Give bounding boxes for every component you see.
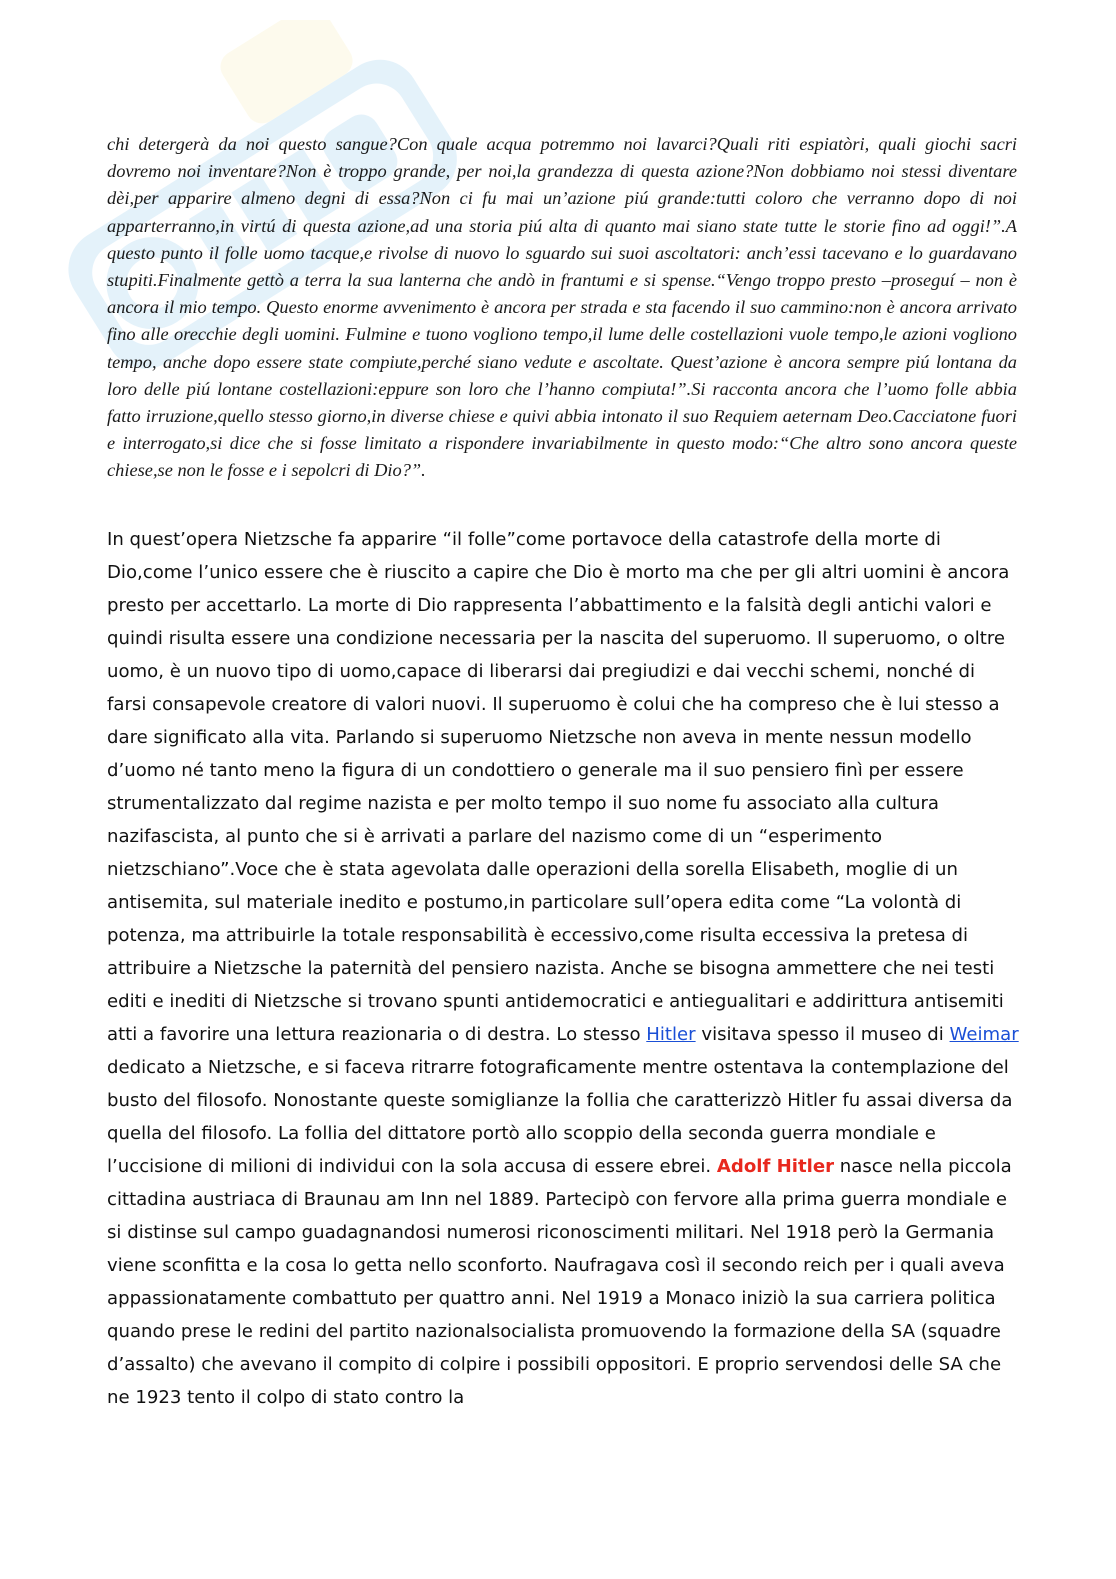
body-text-part-2: visitava spesso il museo di	[695, 1024, 950, 1045]
adolf-hitler-highlight: Adolf Hitler	[716, 1156, 835, 1177]
quoted-passage: chi detergerà da noi questo sangue?Con quale acqua potremmo noi lavarci?Quali riti espiatòri, quali giochi sacri dovremo noi inventare?Non è troppo grande, per noi,la grandezza di questa azione?Non dobbiamo noi stessi diventare dèi,per apparire almeno degni di essa?Non ci fu mai un’azione piú grande:tutti coloro che verranno dopo di noi apparterranno,in virtú di questa azione,ad una storia piú alta di quanto mai siano state tutte le storie fino ad oggi!”.A questo punto il folle uomo tacque,e rivolse di nuovo lo sguardo sui suoi ascoltatori: anch’essi tacevano e lo guardavano stupiti.Finalmente gettò a terra la sua lanterna che andò in frantumi e si spense.“Vengo troppo presto –proseguí – non è ancora il mio tempo. Questo enorme avvenimento è ancora per strada e sta facendo il suo cammino:non è ancora arrivato fino alle orecchie degli uomini. Fulmine e tuono vogliono tempo,il lume delle costellazioni vuole tempo,le azioni vogliono tempo, anche dopo essere state compiute,perché siano vedute e ascoltate. Quest’azione è ancora sempre piú lontana da loro delle piú lontane costellazioni:eppure son loro che l’hanno compiuta!”.Si racconta ancora che l’uomo folle abbia fatto irruzione,quello stesso giorno,in diverse chiese e quivi abbia intonato il suo Requiem aeternam Deo.Cacciatone fuori e interrogato,si dice che si fosse limitato a rispondere invariabilmente in questo modo:“Che altro sono ancora queste chiese,se non le fosse e i sepolcri di Dio?”.	[107, 134, 1017, 481]
body-text-part-3: dedicato a Nietzsche, e si faceva ritrarre fotograficamente mentre ostentava la contemplazione del busto del filosofo. Nonostante queste somiglianze la follia che caratterizzò Hitler fu assai diversa da quella del filosofo. La follia del dittatore portò allo scoppio della seconda guerra mondiale e l’uccisione di milioni di individui con la sola accusa di essere ebrei.	[107, 1057, 1013, 1177]
body-text-part-4: nasce nella piccola cittadina austriaca di Braunau am Inn nel 1889. Partecipò con fervore alla prima guerra mondiale e si distinse sul campo guadagnandosi numerosi riconoscimenti militari. Nel 1918 però la Germania viene sconfitta e la cosa lo getta nello sconforto. Naufragava così il secondo reich per i quali aveva appassionatamente combattuto per quattro anni. Nel 1919 a Monaco iniziò la sua carriera politica quando prese le redini del partito nazionalsocialista promuovendo la formazione della SA (squadre d’assalto) che avevano il compito di colpire i possibili oppositori. E proprio servendosi delle SA che ne 1923 tento il colpo di stato contro la	[107, 1156, 1012, 1408]
body-text-part-1: In quest’opera Nietzsche fa apparire “il folle”come portavoce della catastrofe della morte di Dio,come l’unico essere che è riuscito a capire che Dio è morto ma che per gli altri uomini è ancora presto per accettarlo. La morte di Dio rappresenta l’abbattimento e la falsità degli antichi valori e quindi risulta essere una condizione necessaria per la nascita del superuomo. Il superuomo, o oltre uomo, è un nuovo tipo di uomo,capace di liberarsi dai pregiudizi e dai vecchi schemi, nonché di farsi consapevole creatore di valori nuovi. Il superuomo è colui che ha compreso che è lui stesso a dare significato alla vita. Parlando si superuomo Nietzsche non aveva in mente nessun modello d’uomo né tanto meno la figura di un condottiero o generale ma il suo pensiero finì per essere strumentalizzato dal regime nazista e per molto tempo il suo nome fu associato alla cultura nazifascista, al punto che si è arrivati a parlare del nazismo come di un “esperimento nietzschiano”.Voce che è stata agevolata dalle operazioni della sorella Elisabeth, moglie di un antisemita, sul materiale inedito e postumo,in particolare sull’opera edita come “La volontà di potenza, ma attribuirle la totale responsabilità è eccessivo,come risulta eccessiva la pretesa di attribuire a Nietzsche la paternità del pensiero nazista. Anche se bisogna ammettere che nei testi editi e inediti di Nietzsche si trovano spunti antidemocratici e antiegualitari e addirittura antisemiti atti a favorire una lettura reazionaria o di destra. Lo stesso	[107, 529, 1010, 1045]
weimar-link[interactable]: Weimar	[949, 1024, 1019, 1045]
body-paragraph	[107, 523, 1019, 1414]
hitler-link[interactable]: Hitler	[646, 1024, 696, 1045]
